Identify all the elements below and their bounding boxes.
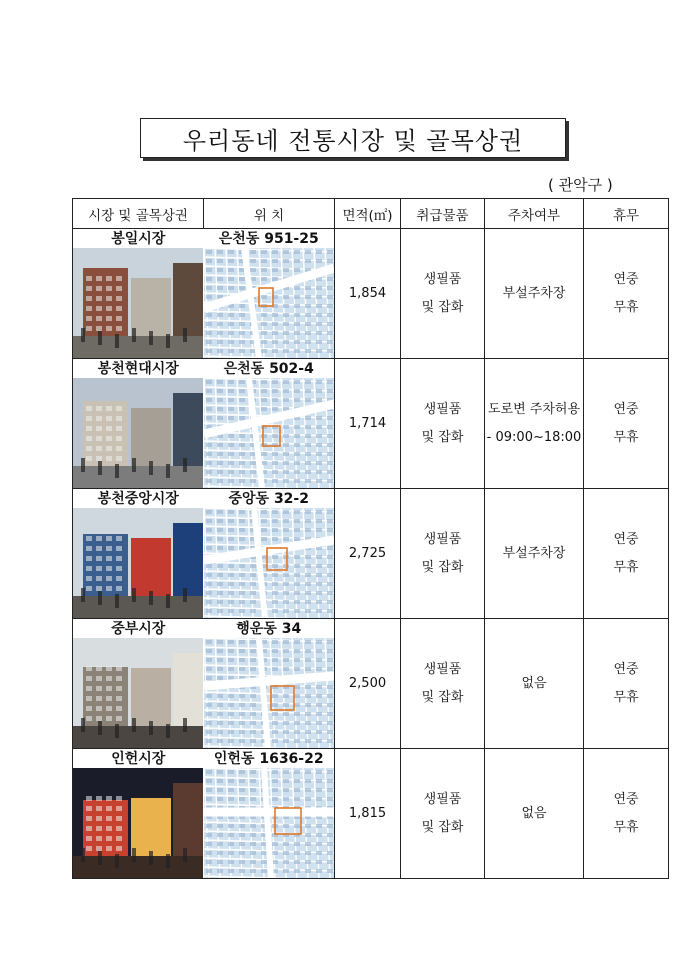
holiday-line: 연중: [613, 791, 639, 807]
holiday-line: 연중: [613, 401, 639, 417]
market-address: 중앙동 32-2: [228, 490, 309, 507]
parking-line: 도로변 주차허용: [487, 401, 581, 417]
goods-line: 생필품: [423, 271, 462, 287]
holiday-line: 무휴: [613, 299, 639, 315]
parking-cell: [485, 619, 584, 749]
goods-cell: [401, 359, 485, 489]
table-row: [73, 749, 669, 879]
header-location: 위 치: [204, 199, 335, 229]
location-map: [204, 378, 334, 488]
goods-line: 및 잡화: [421, 559, 464, 575]
market-photo: [73, 768, 203, 878]
goods-cell: [401, 489, 485, 619]
market-address: 행운동 34: [236, 620, 302, 637]
parking-cell: [485, 359, 584, 489]
market-address: 은천동 502-4: [223, 360, 314, 377]
goods-line: 및 잡화: [421, 299, 464, 315]
table-row: [73, 229, 669, 359]
page-title: 우리동네 전통시장 및 골목상권: [140, 118, 566, 158]
area-cell: 1,714: [335, 359, 401, 489]
market-cell: [73, 359, 335, 489]
holiday-cell: [584, 229, 669, 359]
market-photo: [73, 378, 203, 488]
goods-line: 생필품: [423, 531, 462, 547]
parking-cell: [485, 489, 584, 619]
header-goods: 취급물품: [401, 199, 485, 229]
goods-cell: [401, 229, 485, 359]
market-cell: [73, 489, 335, 619]
market-table: [72, 198, 669, 879]
area-cell: 2,725: [335, 489, 401, 619]
holiday-cell: [584, 489, 669, 619]
market-name: 인헌시장: [111, 750, 166, 767]
holiday-line: 연중: [613, 271, 639, 287]
location-map: [204, 508, 334, 618]
holiday-cell: [584, 749, 669, 879]
area-cell: 2,500: [335, 619, 401, 749]
header-parking: 주차여부: [485, 199, 584, 229]
parking-line: 없음: [521, 675, 547, 691]
parking-line: 부설주차장: [502, 285, 566, 301]
header-market: 시장 및 골목상권: [73, 199, 204, 229]
market-name: 봉일시장: [111, 230, 166, 247]
market-cell: [73, 229, 335, 359]
holiday-cell: [584, 619, 669, 749]
holiday-line: 연중: [613, 531, 639, 547]
goods-line: 및 잡화: [421, 429, 464, 445]
market-cell: [73, 619, 335, 749]
holiday-line: 무휴: [613, 689, 639, 705]
goods-line: 및 잡화: [421, 689, 464, 705]
market-photo: [73, 248, 203, 358]
parking-line: 없음: [521, 805, 547, 821]
goods-cell: [401, 619, 485, 749]
goods-line: 생필품: [423, 661, 462, 677]
market-cell: [73, 749, 335, 879]
location-map: [204, 768, 334, 878]
parking-cell: [485, 229, 584, 359]
area-cell: 1,854: [335, 229, 401, 359]
market-address: 인헌동 1636-22: [213, 750, 324, 767]
market-name: 봉천현대시장: [97, 360, 179, 377]
market-name: 중부시장: [111, 620, 166, 637]
market-name: 봉천중앙시장: [97, 490, 179, 507]
market-photo: [73, 638, 203, 748]
parking-line: 부설주차장: [502, 545, 566, 561]
holiday-line: 무휴: [613, 819, 639, 835]
table-row: [73, 489, 669, 619]
holiday-line: 무휴: [613, 559, 639, 575]
market-address: 은천동 951-25: [218, 230, 319, 247]
district-label: ( 관악구 ): [548, 176, 613, 194]
market-photo: [73, 508, 203, 618]
header-holiday: 휴무: [584, 199, 669, 229]
parking-line: - 09:00~18:00: [486, 429, 582, 445]
holiday-cell: [584, 359, 669, 489]
area-cell: 1,815: [335, 749, 401, 879]
location-map: [204, 638, 334, 748]
header-area: 면적(㎡): [335, 199, 401, 229]
table-row: [73, 359, 669, 489]
parking-cell: [485, 749, 584, 879]
goods-cell: [401, 749, 485, 879]
table-header-row: [73, 199, 669, 229]
table-row: [73, 619, 669, 749]
holiday-line: 무휴: [613, 429, 639, 445]
goods-line: 생필품: [423, 791, 462, 807]
location-map: [204, 248, 334, 358]
goods-line: 및 잡화: [421, 819, 464, 835]
holiday-line: 연중: [613, 661, 639, 677]
goods-line: 생필품: [423, 401, 462, 417]
